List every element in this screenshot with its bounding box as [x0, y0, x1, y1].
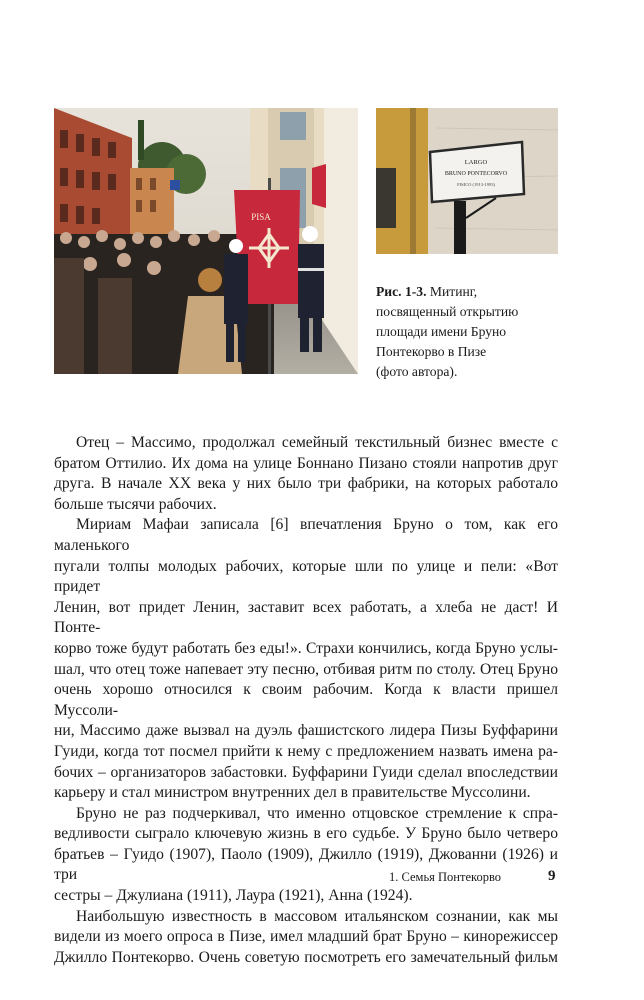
- text-line: сестры – Джулиана (1911), Лаура (1921), Анна (1924).: [54, 887, 413, 905]
- banner-text: PISA: [251, 212, 271, 222]
- text-line: Гуиди, когда тот посмел прийти к нему с предложением назвать имена ра-: [54, 742, 558, 760]
- text-line: Ленин, вот придет Ленин, заставит всех работать, а хлеба не даст! И Понте-: [54, 598, 558, 637]
- text-line: очень хорошо относился к своим рабочим. Когда к власти пришел Муссоли-: [54, 681, 558, 719]
- text-line: Наибольшую известность в массовом итальянском сознании, как мы: [76, 907, 558, 925]
- body-text: [54, 433, 558, 968]
- caption-label: Рис. 1-3.: [376, 284, 427, 299]
- caption-text: Митинг,: [429, 284, 478, 299]
- figure-caption: [376, 282, 566, 382]
- text-line: видели из моего опроса в Пизе, имел младший брат Бруно – кинорежиссер: [54, 928, 558, 946]
- text-line: ведливости сыграло ключевую жизнь в его судьбе. У Бруно было четверо: [54, 825, 558, 843]
- text-line: Бруно не раз подчеркивал, что именно отцовское стремление к спра-: [76, 804, 558, 822]
- text-line: братьев – Гуидо (1907), Паоло (1909), Джилло (1919), Джованни (1926) и три: [54, 845, 558, 884]
- caption-line: Понтекорво в Пизе: [376, 344, 487, 359]
- text-line: ни, Массимо даже вызвал на дуэль фашистского лидера Пизы Буффарини: [54, 722, 558, 740]
- running-title: 1. Семья Понтекорво: [389, 870, 502, 884]
- text-line: бочих – организаторов забастовки. Буффарини Гуиди сделал впоследствии: [54, 763, 558, 781]
- page-number: 9: [548, 868, 556, 884]
- text-line: шал, что отец тоже напевает эту песню, отбивая ритм по столу. Отец Бруно: [54, 660, 558, 678]
- text-line: Мириам Мафаи записала [6] впечатления Бруно о том, как его маленького: [54, 516, 558, 554]
- caption-line: посвященный открытию: [376, 304, 519, 319]
- sign-line-2: BRUNO PONTECORVO: [444, 171, 508, 177]
- rally-photo: [54, 108, 358, 374]
- street-sign-photo: [376, 108, 558, 254]
- caption-line: [376, 282, 566, 302]
- text-line: корво тоже будут работать без еды!». Страхи кончились, когда Бруно услы-: [54, 639, 558, 657]
- text-line: Джилло Понтекорво. Очень советую посмотреть его замечательный фильм: [54, 948, 558, 966]
- text-line: пугали толпы молодых рабочих, которые шли по улице и пели: «Вот придет: [54, 557, 558, 596]
- text-line: больше тысячи рабочих.: [54, 495, 217, 513]
- text-line: друга. В начале XX века у них было три фабрики, на которых работало: [54, 475, 558, 493]
- caption-line: площади имени Бруно: [376, 324, 507, 339]
- caption-line: (фото автора).: [376, 364, 458, 379]
- text-line: карьеру и стал министром внутренних дел в правительстве Муссолини.: [54, 784, 531, 802]
- sign-line-1: LARGO: [464, 159, 488, 166]
- text-line: Отец – Массимо, продолжал семейный текстильный бизнес вместе с: [76, 434, 558, 451]
- text-line: братом Оттилио. Их дома на улице Боннано Пизано стояли напротив друг: [54, 454, 558, 472]
- sign-line-3: FISICO (1913-1993): [457, 182, 495, 187]
